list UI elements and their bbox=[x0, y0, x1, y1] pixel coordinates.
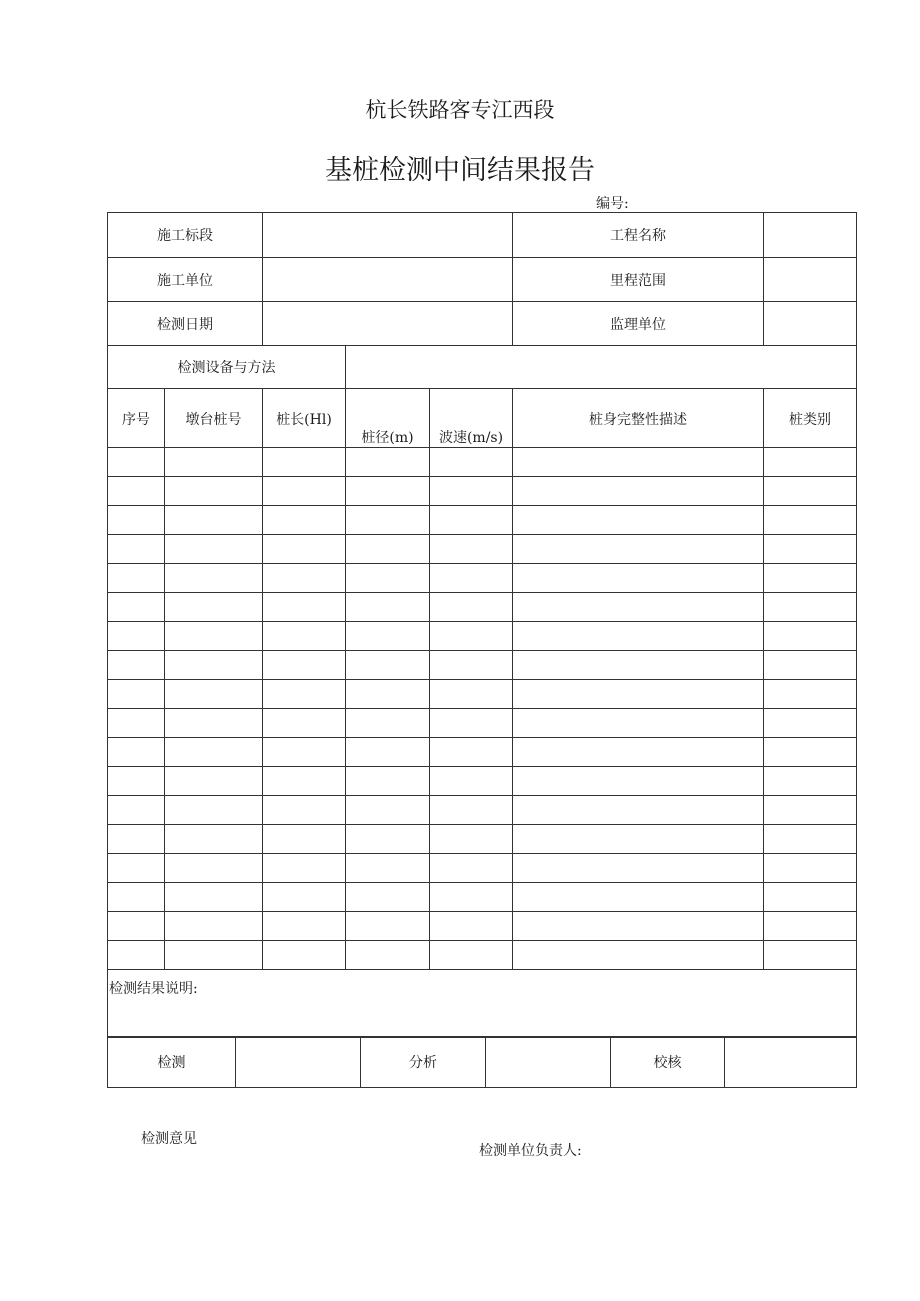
info-row bbox=[108, 302, 857, 346]
cell-pier-pile[interactable] bbox=[165, 767, 263, 796]
table-row bbox=[108, 912, 857, 941]
cell-seq[interactable] bbox=[108, 738, 165, 767]
test-signature-field[interactable] bbox=[236, 1037, 361, 1088]
test-date-value-field[interactable] bbox=[263, 302, 513, 346]
cell-wave-speed[interactable] bbox=[430, 477, 513, 506]
opinion-label: 检测意见 bbox=[141, 1131, 197, 1147]
cell-integrity[interactable] bbox=[513, 680, 764, 709]
cell-category[interactable] bbox=[764, 680, 857, 709]
cell-category[interactable] bbox=[764, 709, 857, 738]
cell-seq[interactable] bbox=[108, 622, 165, 651]
cell-pile-length[interactable] bbox=[263, 796, 346, 825]
cell-wave-speed[interactable] bbox=[430, 506, 513, 535]
cell-pile-diameter[interactable] bbox=[346, 680, 430, 709]
section-label: 施工标段 bbox=[108, 213, 263, 258]
cell-integrity[interactable] bbox=[513, 593, 764, 622]
cell-wave-speed[interactable] bbox=[430, 709, 513, 738]
info-row bbox=[108, 346, 857, 389]
cell-integrity[interactable] bbox=[513, 796, 764, 825]
cell-pile-diameter[interactable] bbox=[346, 564, 430, 593]
cell-integrity[interactable] bbox=[513, 854, 764, 883]
cell-integrity[interactable] bbox=[513, 883, 764, 912]
cell-pile-diameter[interactable] bbox=[346, 738, 430, 767]
cell-integrity[interactable] bbox=[513, 825, 764, 854]
report-subtitle: 杭长铁路客专江西段 bbox=[365, 98, 555, 122]
cell-category[interactable] bbox=[764, 564, 857, 593]
cell-pile-diameter[interactable] bbox=[346, 883, 430, 912]
cell-integrity[interactable] bbox=[513, 535, 764, 564]
cell-wave-speed[interactable] bbox=[430, 912, 513, 941]
cell-integrity[interactable] bbox=[513, 912, 764, 941]
table-header-row bbox=[108, 389, 857, 448]
cell-pile-length[interactable] bbox=[263, 506, 346, 535]
cell-category[interactable] bbox=[764, 825, 857, 854]
cell-seq[interactable] bbox=[108, 593, 165, 622]
notes-field[interactable] bbox=[108, 970, 857, 1038]
cell-seq[interactable] bbox=[108, 506, 165, 535]
cell-pile-diameter[interactable] bbox=[346, 941, 430, 970]
table-row bbox=[108, 506, 857, 535]
mileage-range-label: 里程范围 bbox=[513, 258, 764, 302]
cell-wave-speed[interactable] bbox=[430, 825, 513, 854]
report-title: 基桩检测中间结果报告 bbox=[325, 155, 595, 186]
table-row bbox=[108, 738, 857, 767]
review-label: 校核 bbox=[611, 1037, 725, 1088]
table-row bbox=[108, 854, 857, 883]
report-form-table bbox=[107, 212, 857, 1038]
table-row bbox=[108, 941, 857, 970]
unit-head-label: 检测单位负责人: bbox=[479, 1143, 582, 1159]
cell-integrity[interactable] bbox=[513, 651, 764, 680]
cell-pile-diameter[interactable] bbox=[346, 651, 430, 680]
table-row bbox=[108, 883, 857, 912]
cell-pier-pile[interactable] bbox=[165, 651, 263, 680]
cell-seq[interactable] bbox=[108, 477, 165, 506]
info-row bbox=[108, 258, 857, 302]
cell-seq[interactable] bbox=[108, 883, 165, 912]
cell-wave-speed[interactable] bbox=[430, 593, 513, 622]
cell-pile-diameter[interactable] bbox=[346, 506, 430, 535]
cell-seq[interactable] bbox=[108, 564, 165, 593]
cell-pile-diameter[interactable] bbox=[346, 709, 430, 738]
cell-pile-length[interactable] bbox=[263, 448, 346, 477]
col-header-pile-length: 桩长(Hl) bbox=[263, 389, 346, 448]
cell-seq[interactable] bbox=[108, 651, 165, 680]
cell-pile-length[interactable] bbox=[263, 854, 346, 883]
cell-category[interactable] bbox=[764, 506, 857, 535]
notes-label: 检测结果说明: bbox=[109, 981, 198, 997]
cell-pile-diameter[interactable] bbox=[346, 622, 430, 651]
cell-integrity[interactable] bbox=[513, 709, 764, 738]
equipment-method-label: 检测设备与方法 bbox=[108, 346, 346, 389]
cell-seq[interactable] bbox=[108, 680, 165, 709]
cell-pier-pile[interactable] bbox=[165, 477, 263, 506]
cell-pier-pile[interactable] bbox=[165, 941, 263, 970]
cell-category[interactable] bbox=[764, 622, 857, 651]
cell-wave-speed[interactable] bbox=[430, 448, 513, 477]
table-row bbox=[108, 680, 857, 709]
cell-pile-length[interactable] bbox=[263, 825, 346, 854]
cell-pier-pile[interactable] bbox=[165, 825, 263, 854]
cell-pier-pile[interactable] bbox=[165, 448, 263, 477]
cell-wave-speed[interactable] bbox=[430, 680, 513, 709]
cell-pile-diameter[interactable] bbox=[346, 912, 430, 941]
project-name-value-field[interactable] bbox=[764, 213, 857, 258]
cell-wave-speed[interactable] bbox=[430, 941, 513, 970]
cell-pier-pile[interactable] bbox=[165, 535, 263, 564]
cell-pier-pile[interactable] bbox=[165, 506, 263, 535]
cell-category[interactable] bbox=[764, 854, 857, 883]
col-header-seq: 序号 bbox=[108, 389, 165, 448]
signoff-table bbox=[107, 1036, 857, 1088]
cell-pier-pile[interactable] bbox=[165, 912, 263, 941]
cell-seq[interactable] bbox=[108, 448, 165, 477]
cell-category[interactable] bbox=[764, 883, 857, 912]
cell-pile-length[interactable] bbox=[263, 709, 346, 738]
cell-category[interactable] bbox=[764, 477, 857, 506]
cell-seq[interactable] bbox=[108, 912, 165, 941]
section-value-field[interactable] bbox=[263, 213, 513, 258]
cell-pier-pile[interactable] bbox=[165, 854, 263, 883]
cell-pile-diameter[interactable] bbox=[346, 854, 430, 883]
cell-integrity[interactable] bbox=[513, 506, 764, 535]
equipment-method-value-field[interactable] bbox=[346, 346, 857, 389]
cell-pile-length[interactable] bbox=[263, 738, 346, 767]
cell-wave-speed[interactable] bbox=[430, 535, 513, 564]
cell-pile-length[interactable] bbox=[263, 477, 346, 506]
cell-pier-pile[interactable] bbox=[165, 680, 263, 709]
cell-pier-pile[interactable] bbox=[165, 709, 263, 738]
col-header-category: 桩类别 bbox=[764, 389, 857, 448]
analysis-label: 分析 bbox=[361, 1037, 486, 1088]
cell-category[interactable] bbox=[764, 651, 857, 680]
cell-pile-length[interactable] bbox=[263, 767, 346, 796]
cell-pier-pile[interactable] bbox=[165, 738, 263, 767]
project-name-label: 工程名称 bbox=[513, 213, 764, 258]
cell-pile-length[interactable] bbox=[263, 680, 346, 709]
table-row bbox=[108, 535, 857, 564]
table-row bbox=[108, 767, 857, 796]
table-row bbox=[108, 564, 857, 593]
cell-pier-pile[interactable] bbox=[165, 796, 263, 825]
cell-seq[interactable] bbox=[108, 709, 165, 738]
cell-category[interactable] bbox=[764, 593, 857, 622]
cell-pile-diameter[interactable] bbox=[346, 593, 430, 622]
signoff-row bbox=[108, 1037, 857, 1088]
cell-pile-length[interactable] bbox=[263, 622, 346, 651]
cell-seq[interactable] bbox=[108, 796, 165, 825]
table-row bbox=[108, 448, 857, 477]
col-header-integrity: 桩身完整性描述 bbox=[513, 389, 764, 448]
cell-category[interactable] bbox=[764, 796, 857, 825]
col-header-pier-pile: 墩台桩号 bbox=[165, 389, 263, 448]
col-header-pile-diameter: 桩径(m) bbox=[346, 389, 430, 448]
cell-category[interactable] bbox=[764, 535, 857, 564]
cell-pile-length[interactable] bbox=[263, 883, 346, 912]
cell-pile-diameter[interactable] bbox=[346, 796, 430, 825]
cell-wave-speed[interactable] bbox=[430, 738, 513, 767]
cell-pile-diameter[interactable] bbox=[346, 535, 430, 564]
cell-integrity[interactable] bbox=[513, 477, 764, 506]
cell-pier-pile[interactable] bbox=[165, 883, 263, 912]
cell-pile-length[interactable] bbox=[263, 912, 346, 941]
cell-category[interactable] bbox=[764, 912, 857, 941]
table-row bbox=[108, 622, 857, 651]
cell-pile-length[interactable] bbox=[263, 564, 346, 593]
cell-pile-diameter[interactable] bbox=[346, 477, 430, 506]
cell-pier-pile[interactable] bbox=[165, 593, 263, 622]
cell-integrity[interactable] bbox=[513, 564, 764, 593]
cell-integrity[interactable] bbox=[513, 941, 764, 970]
cell-wave-speed[interactable] bbox=[430, 796, 513, 825]
cell-pile-length[interactable] bbox=[263, 593, 346, 622]
notes-row bbox=[108, 970, 857, 1038]
cell-seq[interactable] bbox=[108, 825, 165, 854]
cell-seq[interactable] bbox=[108, 767, 165, 796]
cell-pile-length[interactable] bbox=[263, 651, 346, 680]
col-header-wave-speed: 波速(m/s) bbox=[430, 389, 513, 448]
cell-pier-pile[interactable] bbox=[165, 622, 263, 651]
table-row bbox=[108, 651, 857, 680]
cell-integrity[interactable] bbox=[513, 738, 764, 767]
cell-pile-diameter[interactable] bbox=[346, 448, 430, 477]
cell-category[interactable] bbox=[764, 448, 857, 477]
report-number-label: 编号: bbox=[596, 196, 629, 212]
cell-wave-speed[interactable] bbox=[430, 564, 513, 593]
analysis-signature-field[interactable] bbox=[486, 1037, 611, 1088]
table-row bbox=[108, 593, 857, 622]
table-row bbox=[108, 709, 857, 738]
cell-wave-speed[interactable] bbox=[430, 883, 513, 912]
cell-integrity[interactable] bbox=[513, 622, 764, 651]
table-row bbox=[108, 796, 857, 825]
construction-unit-value-field[interactable] bbox=[263, 258, 513, 302]
info-row bbox=[108, 213, 857, 258]
cell-wave-speed[interactable] bbox=[430, 622, 513, 651]
cell-category[interactable] bbox=[764, 767, 857, 796]
table-row bbox=[108, 477, 857, 506]
test-label: 检测 bbox=[108, 1037, 236, 1088]
test-date-label: 检测日期 bbox=[108, 302, 263, 346]
review-signature-field[interactable] bbox=[725, 1037, 857, 1088]
cell-category[interactable] bbox=[764, 738, 857, 767]
cell-integrity[interactable] bbox=[513, 448, 764, 477]
cell-wave-speed[interactable] bbox=[430, 767, 513, 796]
cell-pile-diameter[interactable] bbox=[346, 767, 430, 796]
cell-seq[interactable] bbox=[108, 535, 165, 564]
cell-pile-diameter[interactable] bbox=[346, 825, 430, 854]
cell-seq[interactable] bbox=[108, 941, 165, 970]
cell-integrity[interactable] bbox=[513, 767, 764, 796]
supervision-unit-value-field[interactable] bbox=[764, 302, 857, 346]
cell-pile-length[interactable] bbox=[263, 941, 346, 970]
cell-pile-length[interactable] bbox=[263, 535, 346, 564]
cell-wave-speed[interactable] bbox=[430, 854, 513, 883]
cell-pier-pile[interactable] bbox=[165, 564, 263, 593]
mileage-range-value-field[interactable] bbox=[764, 258, 857, 302]
supervision-unit-label: 监理单位 bbox=[513, 302, 764, 346]
cell-category[interactable] bbox=[764, 941, 857, 970]
cell-wave-speed[interactable] bbox=[430, 651, 513, 680]
cell-seq[interactable] bbox=[108, 854, 165, 883]
construction-unit-label: 施工单位 bbox=[108, 258, 263, 302]
table-row bbox=[108, 825, 857, 854]
